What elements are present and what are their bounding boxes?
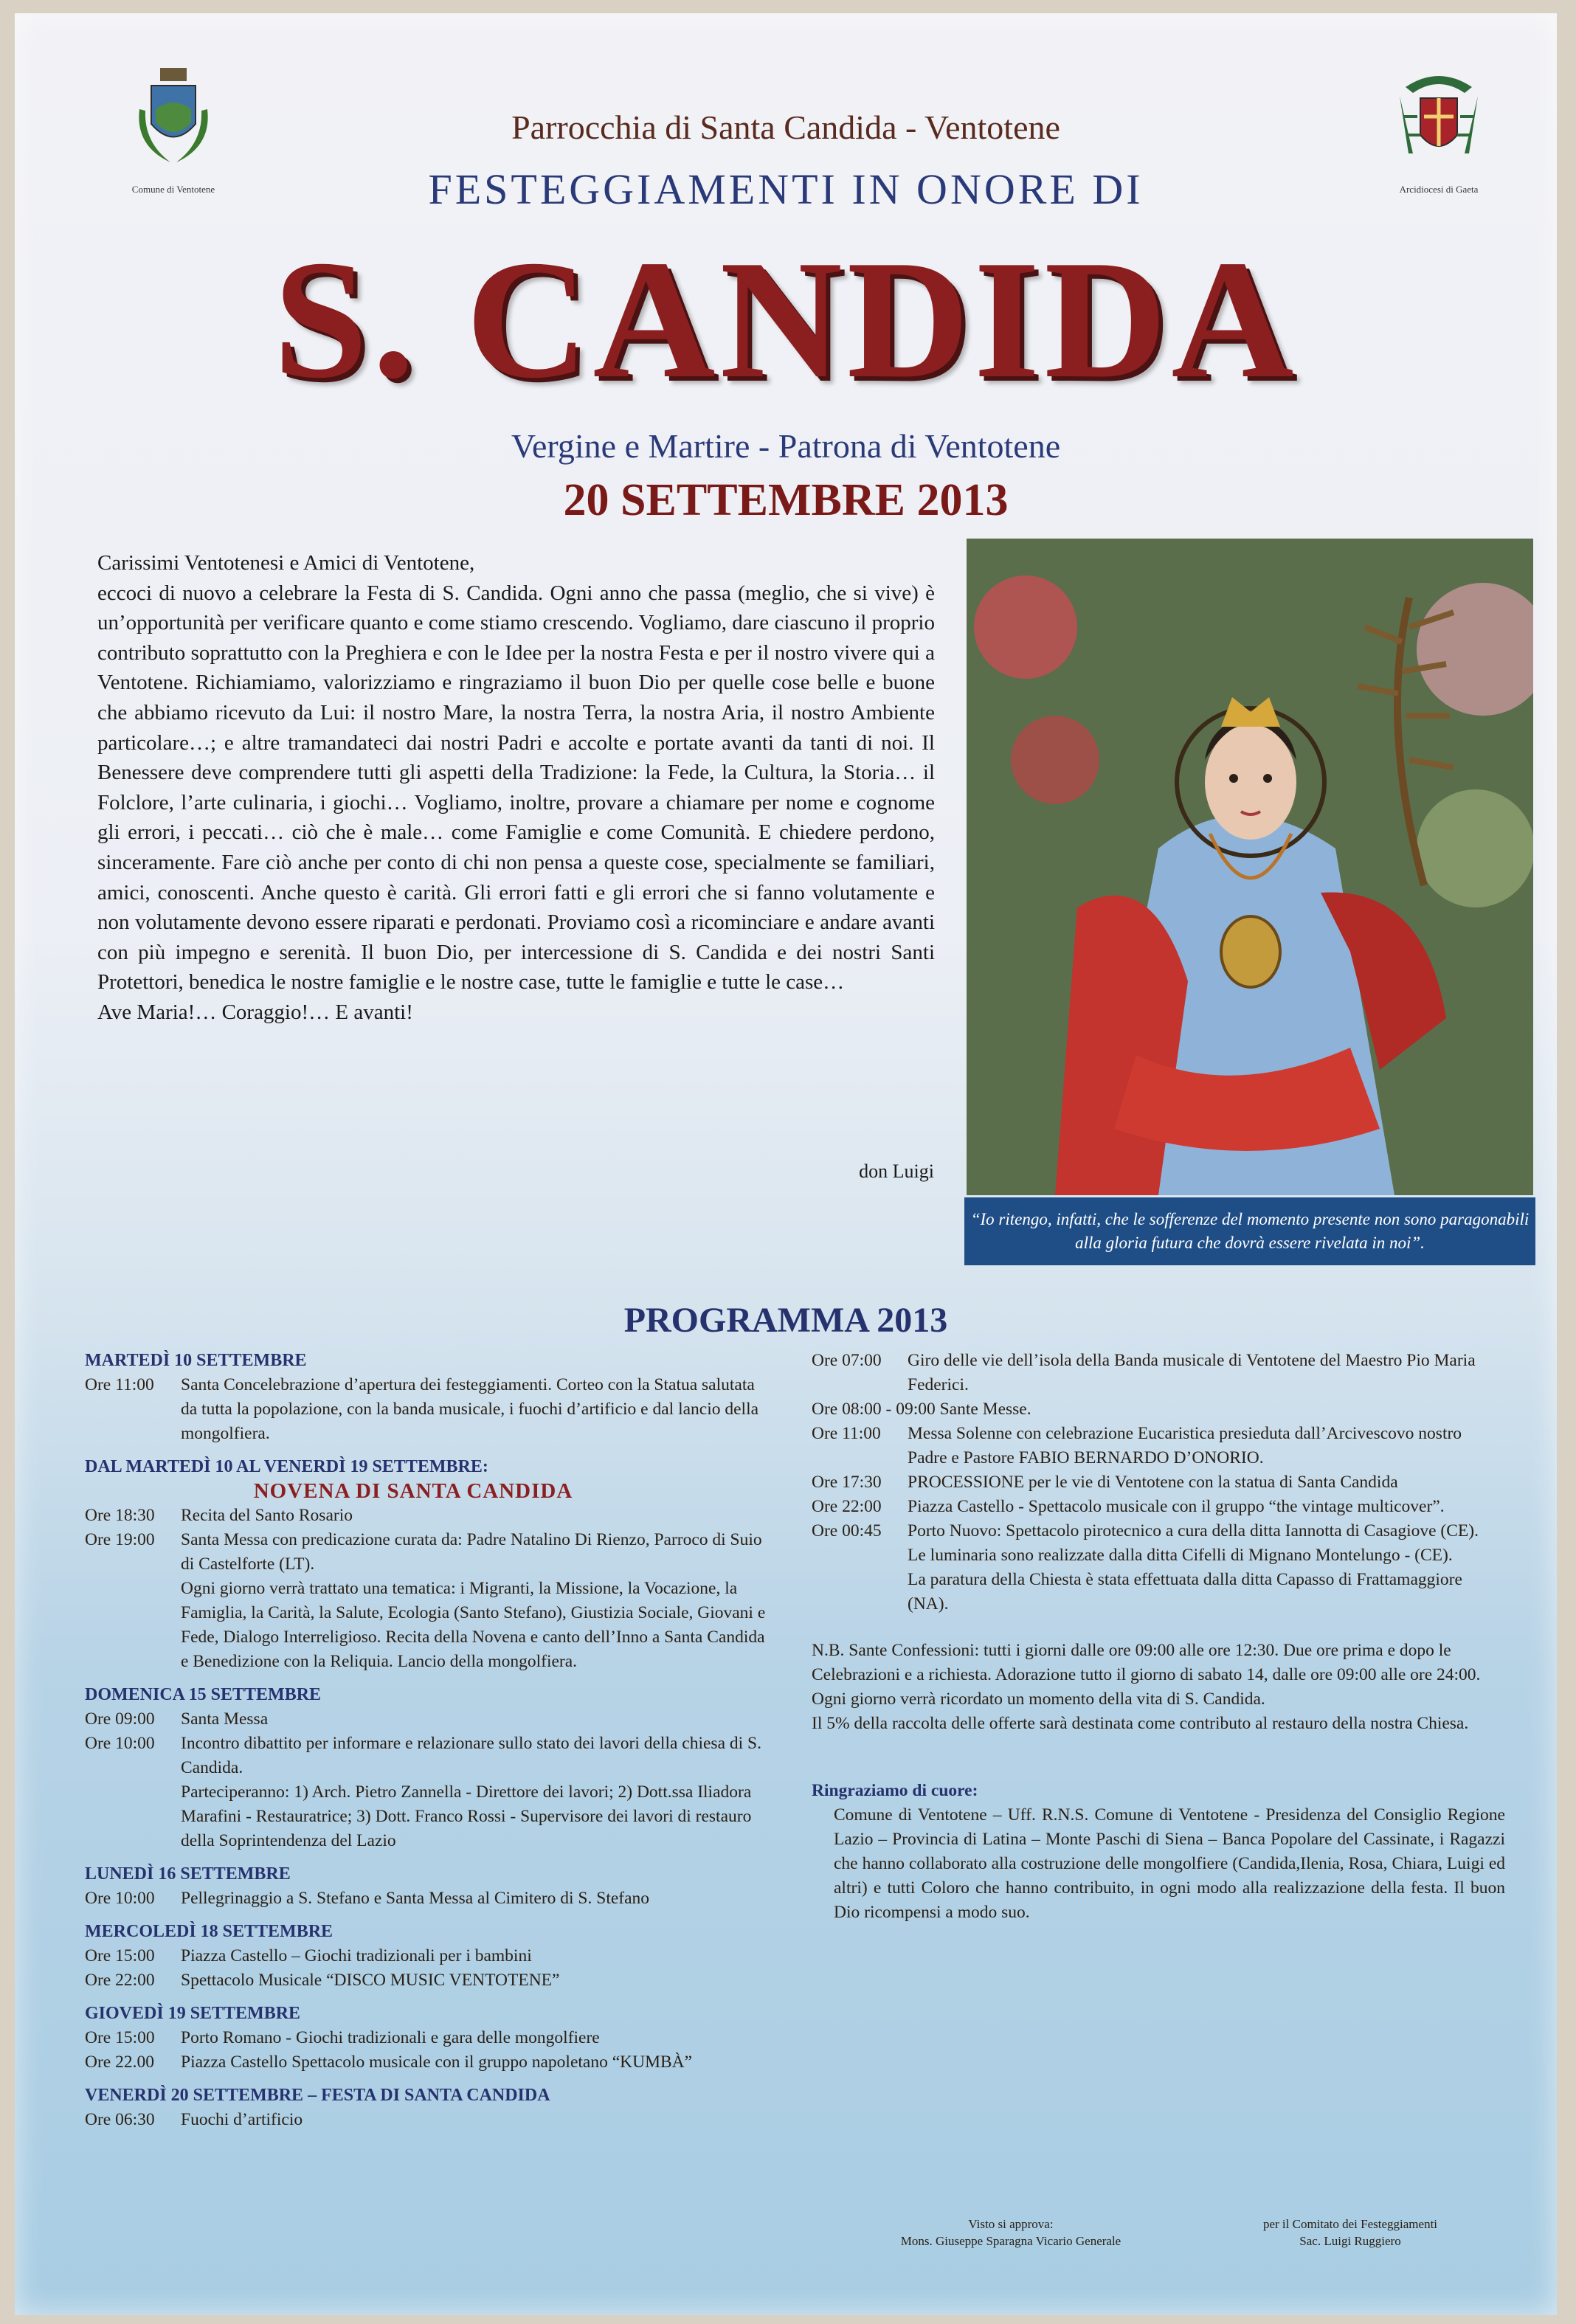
event-row — [85, 2108, 771, 2132]
event-description: Fuochi d’artificio — [181, 2110, 303, 2129]
event-description: Spettacolo Musicale “DISCO MUSIC VENTOTENE” — [181, 1971, 560, 1990]
event-note: Ogni giorno verrà trattato una tematica: i Migranti, la Missione, la Vocazione, la Famiglia, la Carità, la Salute, Ecologia (Santo Stefano), Giustizia Sociale, Giovani e Fede, Dialogo Interreligioso. Recita della Novena e canto dell’Inno a Santa Candida e Benedizione con la Reliquia. Lancio della mongolfiera. — [181, 1579, 766, 1671]
event-description: Porto Nuovo: Spettacolo pirotecnico a cura della ditta Iannotta di Casagiove (CE). — [908, 1521, 1479, 1540]
event-row — [812, 1495, 1505, 1519]
event-note: Le luminaria sono realizzate dalla ditta Cifelli di Mignano Montelungo - (CE). — [908, 1546, 1453, 1565]
acknowledgements — [812, 1779, 1505, 1925]
archdiocese-caption: Arcidiocesi di Gaeta — [1399, 184, 1479, 195]
event-time: Ore 11:00 — [85, 1375, 154, 1394]
event-time: Ore 10:00 — [85, 1734, 155, 1753]
saint-title: S. CANDIDA — [273, 225, 1299, 413]
event-time: Ore 17:30 — [812, 1473, 882, 1492]
event-description: Incontro dibattito per informare e relazionare sullo stato dei lavori della chiesa di S. Candida. — [181, 1734, 761, 1777]
day-heading: MARTEDÌ 10 SETTEMBRE — [85, 1351, 307, 1370]
event-time: Ore 00:45 — [812, 1521, 882, 1540]
day-heading: MERCOLEDÌ 18 SETTEMBRE — [85, 1922, 333, 1941]
event-row — [85, 1373, 771, 1446]
event-description: Santa Messa con predicazione curata da: Padre Natalino Di Rienzo, Parroco di Suio di Castelforte (LT). — [181, 1530, 762, 1574]
offerings-note: Il 5% della raccolta delle offerte sarà destinata come contributo al restauro della nostra Chiesa. — [812, 1714, 1469, 1733]
event-time: Ore 22.00 — [85, 2052, 154, 2072]
letter-greeting: Carissimi Ventotenesi e Amici di Ventotene, — [97, 551, 475, 575]
parish-heading: Parrocchia di Santa Candida - Ventotene — [511, 108, 1060, 146]
event-row — [85, 1528, 771, 1577]
event-row — [85, 2050, 771, 2075]
event-description: Santa Messa — [181, 1709, 269, 1729]
event-row — [85, 1968, 771, 1993]
event-row — [812, 1349, 1505, 1397]
event-row — [85, 1707, 771, 1732]
saint-statue-image — [967, 539, 1533, 1195]
event-time: Ore 06:30 — [85, 2110, 155, 2129]
event-time: Ore 09:00 — [85, 1709, 155, 1729]
photo-caption: “Io ritengo, infatti, che le sofferenze del momento presente non sono paragonabili alla gloria futura che dovrà essere rivelata in noi”. — [964, 1197, 1535, 1265]
acknowledgements-body: Comune di Ventotene – Uff. R.N.S. Comune di Ventotene - Presidenza del Consiglio Regione Lazio – Provincia di Latina – Monte Paschi di Siena – Banca Popolare del Cassinate, i Ragazzi che hanno collaborato alla costruzione delle mongolfiere (Candida,Ilenia, Rosa, Chiara, Luigi ed altri) e tutti Coloro che hanno contribuito, in ogni modo alla realizzazione della festa. Il buon Dio ricompensi a modo suo. — [834, 1805, 1505, 1922]
acknowledgements-title: Ringraziamo di cuore: — [812, 1781, 978, 1800]
notes-block — [812, 1639, 1505, 1736]
event-description: Porto Romano - Giochi tradizionali e gara delle mongolfiere — [181, 2028, 600, 2047]
festival-date: 20 SETTEMBRE 2013 — [563, 475, 1009, 525]
vicar-approval — [863, 2216, 1158, 2249]
event-description: PROCESSIONE per le vie di Ventotene con la statua di Santa Candida — [908, 1473, 1398, 1492]
programme-title: PROGRAMMA 2013 — [623, 1301, 948, 1340]
event-time: Ore 15:00 — [85, 1946, 155, 1965]
event-row — [85, 1944, 771, 1968]
event-row — [85, 1732, 771, 1780]
letter-closing: Ave Maria!… Coraggio!… E avanti! — [97, 1000, 413, 1024]
event-description: Piazza Castello Spettacolo musicale con il gruppo napoletano “KUMBÀ” — [181, 2052, 693, 2072]
event-description: Piazza Castello - Spettacolo musicale con il gruppo “the vintage multicover”. — [908, 1497, 1445, 1516]
event-description: Santa Concelebrazione d’apertura dei festeggiamenti. Corteo con la Statua salutata da tutta la popolazione, con la banda musicale, i fuochi d’artificio e dal lancio della mongolfiera. — [181, 1375, 759, 1443]
approval-signatures — [863, 2216, 1498, 2249]
event-time: Ore 11:00 — [812, 1424, 881, 1443]
day-heading: DOMENICA 15 SETTEMBRE — [85, 1685, 322, 1704]
event-description: Recita del Santo Rosario — [181, 1506, 353, 1525]
approval-name: Mons. Giuseppe Sparagna Vicario Generale — [900, 2234, 1121, 2248]
programme-right-column — [812, 1349, 1505, 1925]
day-heading: GIOVEDÌ 19 SETTEMBRE — [85, 2004, 301, 2023]
daily-note: Ogni giorno verrà ricordato un momento della vita di S. Candida. — [812, 1690, 1265, 1709]
day-heading: LUNEDÌ 16 SETTEMBRE — [85, 1864, 291, 1884]
event-row — [85, 1504, 771, 1528]
event-description: Piazza Castello – Giochi tradizionali per i bambini — [181, 1946, 532, 1965]
event-time: Ore 15:00 — [85, 2028, 155, 2047]
confessions-note: N.B. Sante Confessioni: tutti i giorni dalle ore 09:00 alle ore 12:30. Due ore prima e dopo le Celebrazioni e a richiesta. Adorazione tutto il giorno di sabato 14, dalle ore 09:00 alle ore 24:00. — [812, 1641, 1481, 1684]
pastoral-letter — [97, 548, 935, 1028]
letter-body: eccoci di nuovo a celebrare la Festa di S. Candida. Ogni anno che passa (meglio, che si vive) è un’opportunità per verificare quanto e come stiamo crescendo. Vogliamo, dare ciascuno il proprio contributo soprattutto con la Preghiera e con le Idee per la nostra Festa e per il nostro vivere qui a Ventotene. Richiamiamo, valorizziamo e ringraziamo il buon Dio per quelle cose belle e buone che abbiamo ricevuto da Lui: il nostro Mare, la nostra Terra, la nostra Aria, il nostro Ambiente particolare…; e altre tramandateci dai nostri Padri e accolte e portate avanti da tanti di noi. Il Benessere deve comprendere tutti gli aspetti della Tradizione: la Fede, la Cultura, la Storia… il Folclore, l’arte culinaria, i giochi… Vogliamo, inoltre, provare a chiamare per nome e cognome gli errori, i peccati… ciò che è male… come Famiglie e come Comunità. E chiedere perdono, sinceramente. Fare ciò anche per conto di chi non pensa a queste cose, specialmente se familiari, amici, conoscenti. Anche questo è carità. Gli errori fatti e gli errori che si fanno volutamente e non volutamente devono essere riparati e perdonati. Proviamo così a ricominciare e andare avanti con più impegno e serenità. Il buon Dio, per intercessione di S. Candida e dei nostri Santi Protettori, benedica le nostre famiglie e le nostre case, tutte le famiglie e tutte le case… — [97, 581, 935, 995]
saint-statue-photo — [967, 539, 1533, 1195]
event-row — [812, 1519, 1505, 1543]
event-row — [812, 1470, 1505, 1495]
poster — [15, 13, 1557, 2315]
festivities-heading: FESTEGGIAMENTI IN ONORE DI — [428, 165, 1144, 213]
saint-subtitle: Vergine e Martire - Patrona di Ventotene — [511, 427, 1061, 465]
programme-left-column — [85, 1349, 771, 2132]
event-description: Giro delle vie dell’isola della Banda musicale di Ventotene del Maestro Pio Maria Federici. — [908, 1351, 1476, 1394]
event-note: Parteciperanno: 1) Arch. Pietro Zannella - Direttore dei lavori; 2) Dott.ssa Iliadora Marafini - Restauratrice; 3) Dott. Franco Rossi - Supervisore dei lavori di restauro della Soprintendenza del Lazio — [181, 1782, 752, 1850]
day-heading: DAL MARTEDÌ 10 AL VENERDÌ 19 SETTEMBRE: — [85, 1457, 488, 1476]
event-row — [85, 1886, 771, 1911]
event-time: Ore 22:00 — [812, 1497, 882, 1516]
event-row: Ore 08:00 - 09:00 Sante Messe. — [812, 1400, 1031, 1419]
event-row — [812, 1422, 1505, 1470]
event-time: Ore 22:00 — [85, 1971, 155, 1990]
event-time: Ore 10:00 — [85, 1889, 155, 1908]
day-heading: VENERDÌ 20 SETTEMBRE – FESTA DI SANTA CANDIDA — [85, 2086, 550, 2105]
event-time: Ore 18:30 — [85, 1506, 155, 1525]
committee-label: per il Comitato dei Festeggiamenti — [1262, 2217, 1438, 2231]
event-description: Pellegrinaggio a S. Stefano e Santa Messa al Cimitero di S. Stefano — [181, 1889, 650, 1908]
approval-label: Visto si approva: — [968, 2217, 1054, 2231]
event-note: La paratura della Chiesta è stata effettuata dalla ditta Capasso di Frattamaggiore (NA). — [908, 1570, 1462, 1614]
event-time: Ore 19:00 — [85, 1530, 155, 1549]
committee-approval — [1203, 2216, 1498, 2249]
committee-name: Sac. Luigi Ruggiero — [1299, 2234, 1401, 2248]
event-row — [85, 2026, 771, 2050]
novena-heading: NOVENA DI SANTA CANDIDA — [253, 1479, 573, 1503]
event-description: Messa Solenne con celebrazione Eucaristica presieduta dall’Arcivescovo nostro Padre e Pastore FABIO BERNARDO D’ONORIO. — [908, 1424, 1462, 1467]
event-time: Ore 07:00 — [812, 1351, 882, 1370]
municipality-caption: Comune di Ventotene — [131, 184, 215, 195]
letter-signature: don Luigi — [859, 1161, 934, 1182]
